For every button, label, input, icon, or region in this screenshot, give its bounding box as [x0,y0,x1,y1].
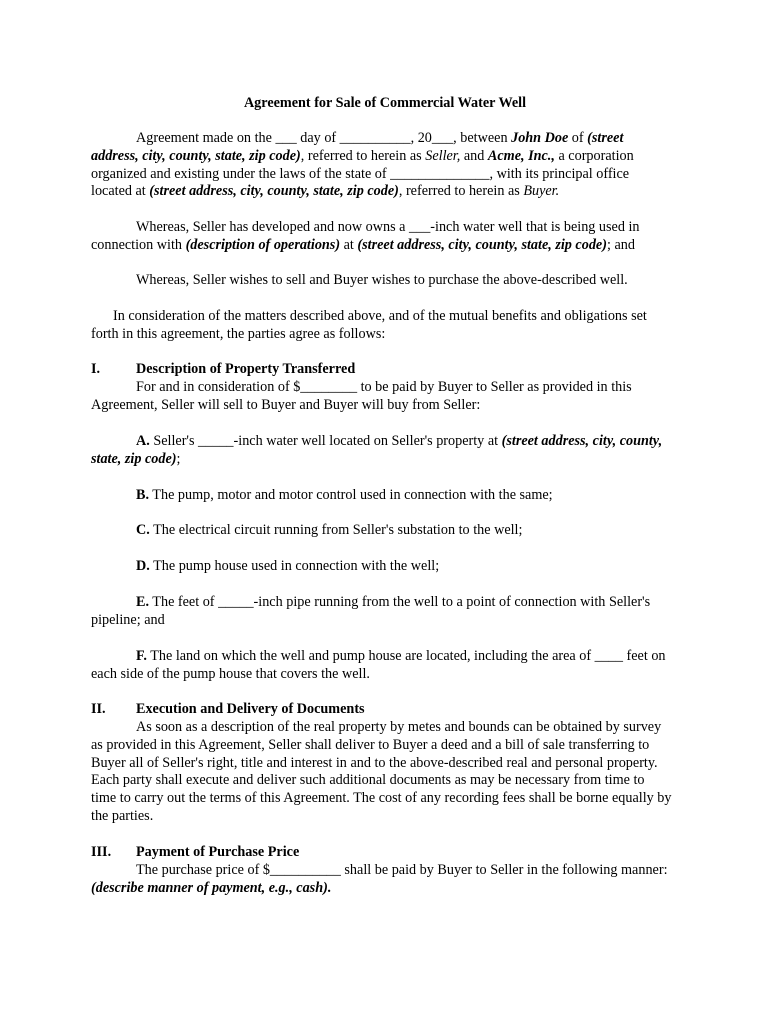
seller-address-placeholder: (street address, city, county, state, zip code) [91,130,624,164]
section-3-number: III. [91,844,112,860]
item-b-text: The pump, motor and motor control used in connection with the same; [149,487,553,503]
section-1-number: I. [91,361,101,377]
item-a-end: ; [176,450,181,467]
item-e-label: E. [136,594,150,610]
section-1-body: For and in consideration of $________ to be paid by Buyer to Seller as provided in this Agreement, Seller will sell to Buyer and Buyer will buy from Seller: [91,379,632,413]
item-a [91,433,673,469]
intro-text-4: and [460,147,488,164]
item-a-text: Seller's _____-inch water well located on Seller's property at [149,433,502,449]
buyer-name: Acme, Inc., [487,147,555,164]
item-f-text: The land on which the well and pump house are located, including the area of ____ feet on each side of the pump house that covers the well. [91,648,666,682]
whereas1-text-1: Whereas, Seller has developed and now owns a ___-inch water well that is being used in connection with [91,219,640,253]
whereas1-text-3: ; and [606,236,635,253]
item-f-label: F. [136,648,147,664]
operations-placeholder: (description of operations) [185,236,341,253]
intro-text-5: a corporation organized and existing under the laws of the state of ______________, with its principal office located at [91,147,634,200]
item-a-label: A. [136,433,150,449]
item-b-label: B. [136,487,150,503]
section-3-body [91,862,673,898]
payment-manner-placeholder: (describe manner of payment, e.g., cash). [91,879,332,896]
section-3-heading: Payment of Purchase Price [136,844,300,860]
intro-text-2: of [568,130,588,146]
item-e-text: The feet of _____-inch pipe running from the well to a point of connection with Seller's pipeline; and [91,594,651,628]
section-2-number: II. [91,701,106,717]
whereas-paragraph-1 [91,219,673,255]
consideration-paragraph: In consideration of the matters described above, and of the mutual benefits and obligations set forth in this agreement, the parties agree as follows: [91,308,647,342]
item-e [91,594,673,630]
intro-text-1: Agreement made on the ___ day of __________, 20___, between [136,130,512,146]
intro-text-6: , referred to herein as [398,183,524,200]
buyer-address-placeholder: (street address, city, county, state, zip code) [149,183,399,200]
item-b [91,487,673,505]
item-f [91,648,673,684]
item-c-label: C. [136,522,150,538]
document-title: Agreement for Sale of Commercial Water Well [243,95,527,111]
item-c [91,522,673,540]
seller-name: John Doe [511,130,569,146]
item-d [91,558,673,576]
whereas-paragraph-2: Whereas, Seller wishes to sell and Buyer wishes to purchase the above-described well. [136,272,628,288]
whereas1-text-2: at [340,236,358,253]
section-1-heading: Description of Property Transferred [136,361,356,377]
item-a-address-placeholder: (street address, city, county, state, zip code) [91,433,663,467]
section-2-heading: Execution and Delivery of Documents [136,701,365,717]
item-d-label: D. [136,558,150,574]
seller-label: Seller, [425,147,461,164]
section-3-body-text: The purchase price of $__________ shall be paid by Buyer to Seller in the following manner: [136,862,668,878]
item-d-text: The pump house used in connection with the well; [149,558,440,574]
well-address-placeholder: (street address, city, county, state, zip code) [357,236,607,253]
intro-text-3: , referred to herein as [300,147,426,164]
section-2-body: As soon as a description of the real property by metes and bounds can be obtained by survey as provided in this Agreement, Seller shall deliver to Buyer a deed and a bill of sale transferring to Buyer all of Seller's right, title and interest in and to the above-described real and personal property. Each party shall execute and deliver such additional documents as may be necessary from time to time to carry out the terms of this Agreement. The cost of any recording fees shall be borne equally by the parties. [91,719,672,824]
item-c-text: The electrical circuit running from Seller's substation to the well; [149,522,523,538]
intro-paragraph [91,130,673,201]
buyer-label: Buyer. [523,183,560,200]
